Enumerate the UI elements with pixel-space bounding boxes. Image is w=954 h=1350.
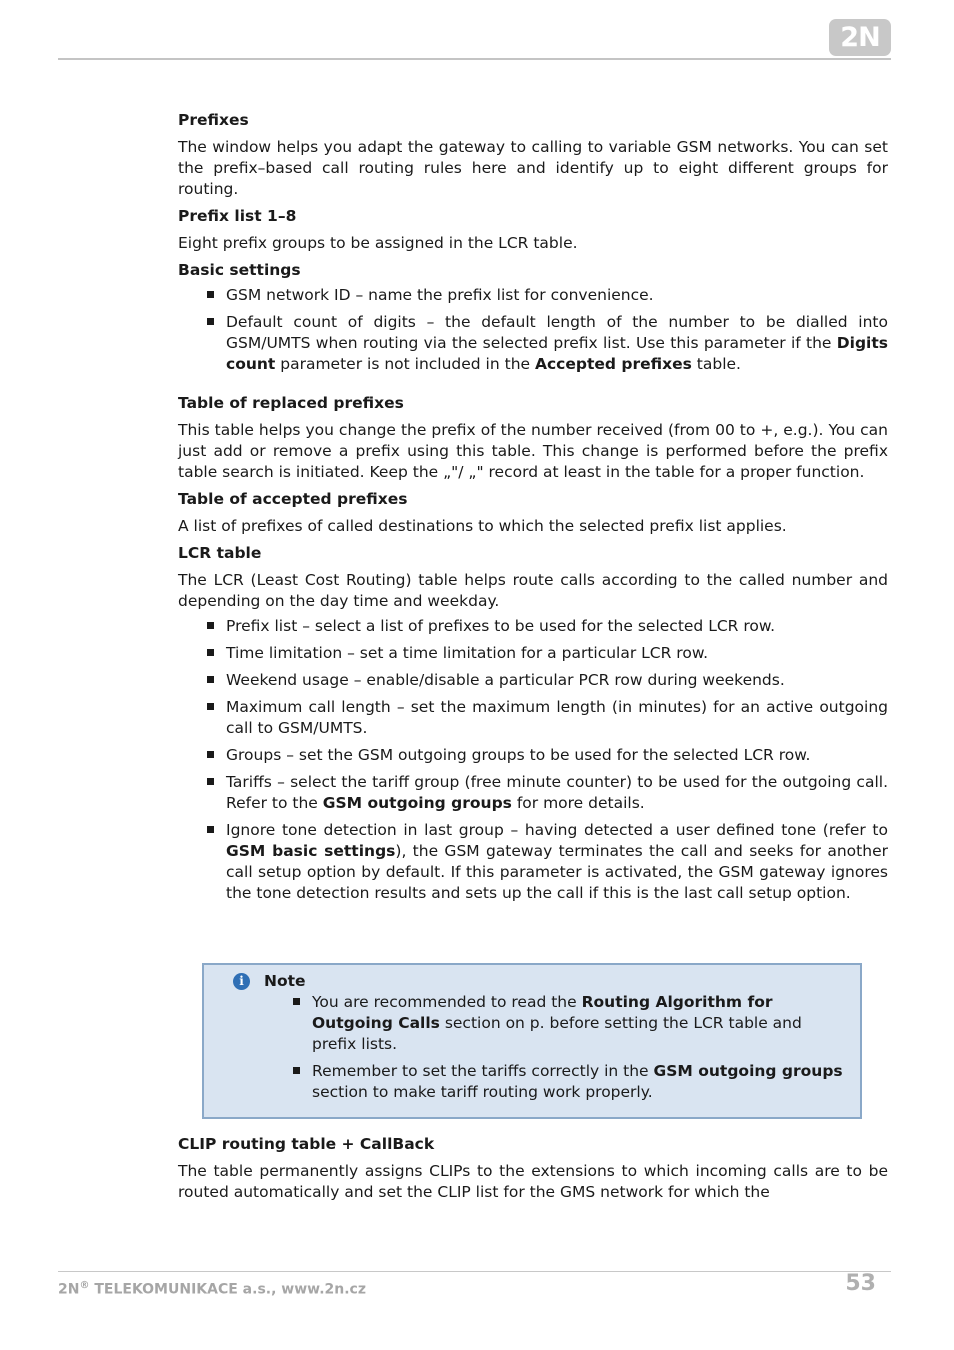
section-body: The window helps you adapt the gateway to calling to variable GSM networks. You can set the prefix–based call routing rules here and identify up to eight different groups for routing. (178, 138, 888, 198)
list-item: Default count of digits – the default length of the number to be dialled into GSM/UMTS when routing via the selected prefix list. Use this parameter if the Digits count parameter is not included in the Accepted prefixes table. (178, 312, 888, 375)
section-basic-settings (178, 260, 888, 375)
section-lcr-table (178, 543, 888, 904)
page-content (178, 110, 888, 910)
section-body: This table helps you change the prefix of the number received (from 00 to +, e.g.). You can just add or remove a prefix using this table. This change is performed before the prefix table search is initiated. Keep the „"/ „" record at least in the table for a proper function. (178, 421, 888, 481)
section-title: Basic settings (178, 261, 301, 279)
section-body: A list of prefixes of called destinations to which the selected prefix list applies. (178, 517, 787, 535)
list-item: Weekend usage – enable/disable a particular PCR row during weekends. (178, 670, 888, 691)
note-header (233, 971, 306, 992)
list-item: Tariffs – select the tariff group (free minute counter) to be used for the outgoing call. Refer to the GSM outgoing groups for more details. (178, 772, 888, 814)
list-item: You are recommended to read the Routing Algorithm for Outgoing Calls section on p. before setting the LCR table and prefix lists. (264, 992, 844, 1055)
info-icon: i (233, 973, 250, 990)
section-title: Prefix list 1–8 (178, 207, 297, 225)
2n-logo: 2N (829, 19, 891, 56)
section-title: Table of replaced prefixes (178, 394, 404, 412)
footer-divider (58, 1271, 891, 1272)
list-item: Groups – set the GSM outgoing groups to be used for the selected LCR row. (178, 745, 888, 766)
list-item: Time limitation – set a time limitation for a particular LCR row. (178, 643, 888, 664)
section-body: The table permanently assigns CLIPs to the extensions to which incoming calls are to be routed automatically and set the CLIP list for the GMS network for which the (178, 1162, 888, 1201)
header-divider (58, 58, 891, 60)
section-clip-routing (178, 1134, 888, 1203)
section-replaced-prefixes (178, 393, 888, 483)
section-title: Table of accepted prefixes (178, 490, 408, 508)
section-title: CLIP routing table + CallBack (178, 1135, 435, 1153)
bullet-list (178, 616, 888, 904)
section-title: Prefixes (178, 111, 249, 129)
section-body: Eight prefix groups to be assigned in the LCR table. (178, 234, 578, 252)
list-item: GSM network ID – name the prefix list for convenience. (178, 285, 888, 306)
list-item: Remember to set the tariffs correctly in the GSM outgoing groups section to make tariff routing work properly. (264, 1061, 844, 1103)
note-list (264, 992, 844, 1109)
list-item: Maximum call length – set the maximum length (in minutes) for an active outgoing call to GSM/UMTS. (178, 697, 888, 739)
note-box (202, 963, 862, 1119)
section-body: The LCR (Least Cost Routing) table helps route calls according to the called number and depending on the day time and weekday. (178, 571, 888, 610)
page-number: 53 (845, 1271, 876, 1296)
section-accepted-prefixes (178, 489, 888, 537)
footer-company: 2N® TELEKOMUNIKACE a.s., www.2n.cz (58, 1280, 366, 1298)
section-prefix-list (178, 206, 888, 254)
list-item: Ignore tone detection in last group – having detected a user defined tone (refer to GSM basic settings), the GSM gateway terminates the call and seeks for another call setup option by default. If this parameter is activated, the GSM gateway ignores the tone detection results and sets up the call if this is the last call setup option. (178, 820, 888, 904)
list-item: Prefix list – select a list of prefixes to be used for the selected LCR row. (178, 616, 888, 637)
section-prefixes (178, 110, 888, 200)
section-title: LCR table (178, 544, 262, 562)
note-title: Note (264, 972, 306, 990)
bullet-list (178, 285, 888, 375)
